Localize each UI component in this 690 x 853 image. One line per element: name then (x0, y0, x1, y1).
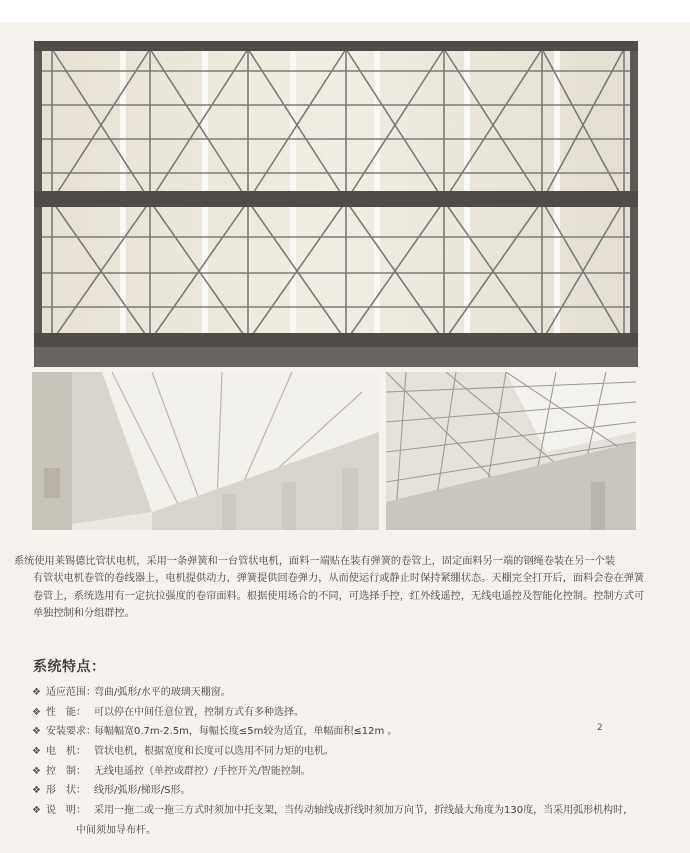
intro-paragraph (14, 553, 662, 622)
feature-content: 管状电机，根据宽度和长度可以选用不同力矩的电机。 (94, 746, 334, 758)
feature-item-scope (32, 683, 672, 703)
page-number: 2 (597, 723, 603, 733)
feature-content: 采用一拖二或一拖三方式时须加中托支架，当传动轴线成折线时须加万向节，折线最大角度为130度，当采用弧形机构时， (94, 805, 634, 817)
top-white-strip (0, 0, 690, 22)
intro-line: 卷管上，系统选用有一定抗拉强度的卷帘面料。根据使用场合的不同，可选择手控，红外线遥控，无线电遥控及智能化控制。控制方式可 (33, 590, 645, 602)
diamond-bullet-icon: ❖ (32, 687, 41, 698)
feature-item-notes (32, 801, 672, 821)
intro-line: 系统使用莱锡德比管状电机，采用一条弹簧和一台管状电机，面料一端贴在装有弹簧的卷管上，固定面料另一端的钢绳卷装在另一个装 (14, 556, 616, 567)
feature-label: 说 明： (46, 805, 86, 817)
photo-skylight-truss (34, 41, 638, 367)
diamond-bullet-icon: ❖ (32, 765, 41, 777)
photo-atrium-fabric-ceiling-graphic (32, 372, 379, 530)
feature-notes-continuation: 中间须加导布杆。 (76, 824, 156, 836)
feature-item-shape (32, 781, 672, 801)
feature-item-control (32, 762, 672, 782)
feature-label: 电 机： (46, 746, 86, 758)
feature-content: 每幅幅宽0.7m-2.5m，每幅长度≤5m较为适宜，单幅面积≤12m 。 (94, 726, 398, 738)
diamond-bullet-icon: ❖ (32, 746, 41, 758)
photo-skylight-truss-graphic (34, 41, 638, 367)
feature-label: 适应范围： (46, 687, 96, 698)
feature-label: 形 状： (46, 785, 86, 797)
diamond-bullet-icon: ❖ (32, 706, 41, 718)
feature-item-installation (32, 722, 672, 742)
feature-label: 性 能： (46, 706, 86, 718)
photo-glass-roof-structure (386, 372, 636, 530)
feature-item-performance (32, 703, 672, 723)
features-heading: 系统特点： (33, 659, 106, 675)
photo-atrium-fabric-ceiling (32, 372, 379, 530)
diamond-bullet-icon: ❖ (32, 726, 41, 738)
intro-line: 有管状电机卷管的卷线器上，电机提供动力，弹簧提供回卷弹力，从而使运行或静止时保持紧绷状态。天棚完全打开后，面料会卷在弹簧 (33, 573, 645, 585)
features-list (32, 683, 672, 841)
feature-content: 可以停在中间任意位置，控制方式有多种选择。 (94, 706, 304, 718)
diamond-bullet-icon: ❖ (32, 785, 41, 797)
feature-content: 弯曲/弧形/水平的玻璃天棚窗。 (94, 687, 231, 698)
feature-label: 安装要求： (46, 726, 96, 738)
intro-line: 单独控制和分组群控。 (33, 607, 135, 619)
feature-content: 无线电遥控（单控或群控）/手控开关/智能控制。 (94, 765, 311, 777)
feature-item-motor (32, 742, 672, 762)
feature-label: 控 制： (46, 765, 86, 777)
feature-content: 线形/弧形/梯形/S形。 (94, 785, 191, 797)
photo-glass-roof-structure-graphic (386, 372, 636, 530)
diamond-bullet-icon: ❖ (32, 805, 41, 817)
